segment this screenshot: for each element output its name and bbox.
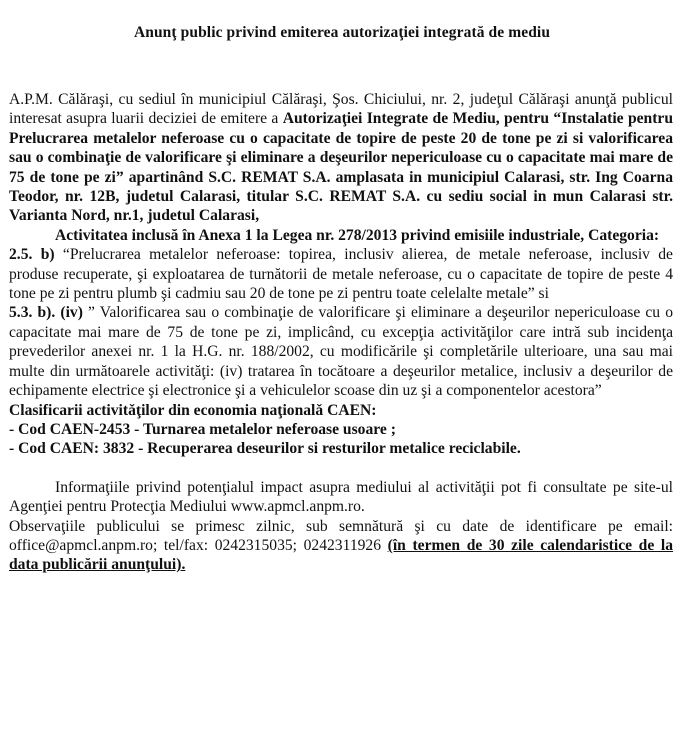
caen-code-line: - Cod CAEN-2453 - Turnarea metalelor neferoase usoare ; — [9, 420, 396, 438]
caen-code-line: - Cod CAEN: 3832 - Recuperarea deseurilor si resturilor metalice reciclabile. — [9, 440, 521, 458]
category-2-5-b — [9, 245, 673, 303]
category-code: 2.5. b) — [9, 246, 55, 264]
category-code: 5.3. b). (iv) — [9, 304, 83, 322]
category-text: “Prelucrarea metalelor neferoase: topirea, inclusiv alierea, de metale neferoase, inclusiv de produse recuperate, şi exploatarea de turnătorii de metale neferoase, cu o capacitate de topire de peste 4 tone pe zi pentru plumb şi cadmiu sau 20 de tone pe zi pentru toate celelalte metale” si — [9, 246, 673, 303]
intro-lead: A.P.M. Călăraşi, cu sediul în municipiul Călăraşi, Şos. Chiciului, nr. 2, judeţul Călăraşi anunţă publicul interesat asupra luarii deciziei de emitere a — [9, 91, 673, 128]
intro-paragraph — [9, 90, 673, 226]
info-paragraph: Informaţiile privind potenţialul impact asupra mediului al activităţii pot fi consultate pe site-ul Agenţiei pentru Protecţia Mediului www.apmcl.anpm.ro. — [9, 478, 673, 516]
deadline-text: (în termen de 30 zile calendaristice de la data publicării anunţului). — [9, 536, 674, 574]
page-title: Anunţ public privind emiterea autorizaţiei integrată de mediu — [133, 24, 551, 41]
authorization-text: Autorizaţiei Integrate de Mediu, pentru “Instalatie pentru Prelucrarea metalelor neferoase cu o capacitate de topire de peste 20 de tone pe zi si valorificarea sau o combinaţie de valorificare şi eliminare a deşeurilor nepericuloase cu o capacitate mai mare de 75 de tone pe zi” apartinând S.C. REMAT S.A. amplasata in municipiul Calarasi, str. Ing Coarna Teodor, nr. 12B, judetul Calarasi, titular S.C. REMAT S.A. cu sediu social in mun Calarasi str. Varianta Nord, nr.1, judetul Calarasi, — [9, 110, 673, 225]
paragraph-spacer — [9, 459, 673, 478]
announcement-body — [9, 90, 673, 575]
observations-paragraph — [9, 517, 673, 575]
category-5-3-b-iv — [9, 303, 673, 400]
category-text: ” Valorificarea sau o combinaţie de valorificare şi eliminare a deşeurilor nepericuloase cu o capacitate mai mare de 75 de tone pe zi, implicând, cu excepţia activităţilor care intră sub incidenţa prevederilor anexei nr. 1 la H.G. nr. 188/2002, cu modificările şi completările ulterioare, una sau mai multe din următoarele activităţi: (iv) tratarea în tocătoare a deşeurilor metalice, inclusiv a deşeurilor de echipamente electrice şi electronice şi a vehiculelor scoase din uz şi a componentelor acestora” — [9, 304, 673, 400]
activity-heading: Activitatea inclusă în Anexa 1 la Legea nr. 278/2013 privind emisiile industriale, Categoria: — [55, 226, 660, 244]
observations-text: Observaţiile publicului se primesc zilnic, sub semnătură şi cu date de identificare pe email: office@apmcl.anpm.ro; tel/fax: 0242315035; 0242311926 — [9, 517, 673, 554]
caen-heading: Clasificarii activitǎţilor din economia naţionalǎ CAEN: — [9, 401, 377, 419]
